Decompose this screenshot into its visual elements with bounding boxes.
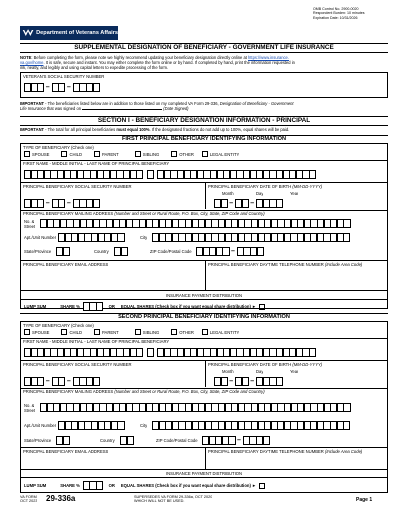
second-year-label: Year [290,369,299,374]
first-type-options [24,151,239,157]
second-sibling-checkbox[interactable] [135,329,141,335]
second-spouse-checkbox[interactable] [24,329,30,335]
form-title: SUPPLEMENTAL DESIGNATION OF BENEFICIARY - GOVERNMENT LIFE INSURANCE [20,43,388,53]
first-country-field[interactable] [114,247,127,256]
omb-control: OMB Control No. 2900-0020 [313,7,359,11]
second-phone-label-wrap [208,449,362,454]
second-spouse-label: SPOUSE [32,329,50,335]
second-ssn-field[interactable]: – – [24,377,99,386]
footer-form-number: 29-336a [46,494,76,503]
insurance-link-cont[interactable]: va.gov/home [20,60,44,65]
second-email-label: PRINCIPAL BENEFICIARY EMAIL ADDRESS [23,449,109,454]
first-legal-entity-label: LEGAL ENTITY [209,151,240,157]
first-ssn-field[interactable]: – – [24,199,99,208]
section-1-important-text: - The total for all principal beneficiaries [44,127,117,132]
date-signed-field[interactable] [82,109,162,110]
veteran-ssn-field[interactable]: – – [24,83,99,92]
second-ssn-label: PRINCIPAL BENEFICIARY SOCIAL SECURITY NUMBER [23,362,132,367]
second-distribution-row [24,481,267,490]
second-country-label: Country [100,438,115,443]
second-zip-label: ZIP Code/Postal Code [156,438,198,443]
note-text-2: . It is safe, secure and instant. You may either complete the form online or by hand. If completed by hand, print the information requested in [43,60,295,65]
first-other-checkbox[interactable] [171,151,177,157]
footer-supersedes: SUPERSEDES VA FORM 29-336a, OCT 2020 [134,495,213,499]
first-equal-shares-label: EQUAL SHARES (Check box if you want equal share distribution) ► [120,304,257,309]
note-text-1: : Before completing the form, please note we highly recommend updating your beneficiary designation directly online at [31,55,249,60]
second-email-field[interactable] [24,456,200,468]
first-share-label: SHARE % [60,304,80,309]
first-email-field[interactable] [24,270,200,286]
footer-supersedes-block [134,495,212,504]
first-zip-field[interactable]: – [196,247,263,256]
first-state-field[interactable] [56,247,69,256]
first-spouse-label: SPOUSE [32,151,50,157]
first-city-field[interactable] [152,233,350,242]
first-name-field[interactable] [24,170,316,179]
second-legal-entity-label: LEGAL ENTITY [209,329,240,335]
section-1-important-rest: . If the designated fractions do not add up to 100%, equal shares will be paid. [149,127,290,132]
second-name-label: FIRST NAME - MIDDLE INITIAL - LAST NAME OF PRINCIPAL BENEFICIARY [23,339,170,344]
veteran-ssn-label: VETERAN'S SOCIAL SECURITY NUMBER [23,74,105,79]
section-1-important [20,127,289,132]
second-country-field[interactable] [120,436,133,445]
first-address-hint: (Number and Street or Rural Route, P.O. Box, City, State, ZIP Code and Country) [114,211,265,216]
agency-name: Department of Veterans Affairs [36,30,118,36]
footer-not-used: WHICH WILL NOT BE USED. [134,499,185,504]
important-form-name: Designation of Beneficiary - Government [219,101,294,106]
second-phone-label: PRINCIPAL BENEFICIARY DAYTIME TELEPHONE NUMBER [208,449,324,454]
second-parent-label: PARENT [102,329,119,335]
first-dob-label: PRINCIPAL BENEFICIARY DATE OF BIRTH [208,184,292,189]
second-parent-checkbox[interactable] [94,329,100,335]
first-spouse-checkbox[interactable] [24,151,30,157]
first-phone-hint: (Include Area Code) [324,262,363,267]
important-signed-on: that was signed on [45,106,81,111]
second-street-field[interactable] [40,403,350,412]
second-distribution-label: INSURANCE PAYMENT DISTRIBUTION [165,471,243,476]
note-block [20,55,388,70]
first-parent-checkbox[interactable] [94,151,100,157]
second-equal-shares-checkbox[interactable] [259,483,265,489]
second-legal-entity-checkbox[interactable] [202,329,208,335]
second-street-label-2: Street [24,408,36,413]
second-child-label: CHILD [69,329,83,335]
second-dob-format: (MM-DD-YYYY) [292,362,323,367]
first-child-label: CHILD [69,151,83,157]
second-dob-label-wrap [208,362,322,367]
first-lump-sum-label: LUMP SUM [24,304,47,309]
first-country-label: Country [94,249,109,254]
first-distribution-row [24,302,267,311]
respondent-burden: Respondent Burden: 10 minutes [313,11,365,16]
first-email-label: PRINCIPAL BENEFICIARY EMAIL ADDRESS [23,262,109,267]
footer-form-label: VA FORM [20,495,37,499]
first-address-label: PRINCIPAL BENEFICIARY MAILING ADDRESS [23,211,114,216]
second-zip-field[interactable]: – [202,436,269,445]
first-other-label: OTHER [179,151,194,157]
first-dob-label-wrap [208,184,322,189]
footer-form-id [20,495,37,504]
second-lump-sum-label: LUMP SUM [24,483,47,488]
second-apt-label: Apt./Unit Number [24,423,57,428]
first-phone-label: PRINCIPAL BENEFICIARY DAYTIME TELEPHONE NUMBER [208,262,324,267]
second-day-label: Day [256,369,264,374]
second-phone-hint: (Include Area Code) [324,449,363,454]
first-address-label-wrap [23,211,265,216]
section-1-important-label: IMPORTANT [20,127,45,132]
first-apt-label: Apt./Unit Number [24,235,57,240]
first-apt-field[interactable] [58,233,124,242]
first-sibling-checkbox[interactable] [135,151,141,157]
first-name-label: FIRST NAME - MIDDLE INITIAL - LAST NAME OF PRINCIPAL BENEFICIARY [23,161,170,166]
second-dob-label: PRINCIPAL BENEFICIARY DATE OF BIRTH [208,362,292,367]
first-type-label: TYPE OF BENEFICIARY (Check one) [23,145,94,150]
first-dob-field[interactable]: – – [214,199,283,208]
insurance-link[interactable]: https://www.insurance. [248,55,289,60]
second-state-field[interactable] [56,436,69,445]
note-text-3: ink, neatly, and legibly and using capital letters to expedite processing of the form. [20,65,169,70]
first-legal-entity-checkbox[interactable] [202,151,208,157]
second-phone-field[interactable] [210,456,384,468]
must-equal-text: must equal 100% [116,127,150,132]
important-label: IMPORTANT [20,101,45,106]
first-month-label: Month [222,191,234,196]
second-type-options [24,329,239,335]
first-city-label: City [140,235,148,240]
first-state-label: State/Province [24,249,52,254]
second-beneficiary-title: SECOND PRINCIPAL BENEFICIARY IDENTIFYING INFORMATION [20,313,388,322]
first-street-label: No. & [24,219,35,224]
expiration-date: Expiration Date: 10/31/2026 [313,15,358,20]
first-equal-shares-checkbox[interactable] [259,304,265,310]
second-month-label: Month [222,369,234,374]
second-sibling-label: SIBLING [142,329,160,335]
first-sibling-label: SIBLING [142,151,160,157]
important-text: - The beneficiaries listed below are in addition to those listed on my completed VA Form 29-336, [44,101,220,106]
date-signed-hint: (Date Signed) [163,106,189,111]
second-share-label: SHARE % [60,483,80,488]
first-child-checkbox[interactable] [61,151,67,157]
second-or-label: OR [108,483,115,488]
first-parent-label: PARENT [102,151,119,157]
second-address-label-wrap [23,389,265,394]
second-dob-field[interactable]: – – [214,377,283,386]
va-logo-banner [20,26,118,40]
second-street-label: No. & [24,403,35,408]
second-address-hint: (Number and Street or Rural Route, P.O. Box, City, State, ZIP Code and Country) [114,389,265,394]
second-city-label: City [140,423,148,428]
footer-page-number: Page 1 [356,497,373,503]
second-equal-shares-label: EQUAL SHARES (Check box if you want equal share distribution) ► [120,483,257,488]
first-beneficiary-title: FIRST PRINCIPAL BENEFICIARY IDENTIFYING INFORMATION [20,135,388,144]
second-other-checkbox[interactable] [171,329,177,335]
first-ssn-label: PRINCIPAL BENEFICIARY SOCIAL SECURITY NUMBER [23,184,132,189]
first-distribution-label: INSURANCE PAYMENT DISTRIBUTION [165,293,243,298]
first-zip-label: ZIP Code/Postal Code [150,249,192,254]
first-phone-field[interactable] [210,270,384,286]
first-street-label-2: Street [24,224,36,229]
second-address-label: PRINCIPAL BENEFICIARY MAILING ADDRESS [23,389,114,394]
second-name-field[interactable] [24,348,316,357]
second-child-checkbox[interactable] [61,329,67,335]
second-type-label: TYPE OF BENEFICIARY (Check one) [23,323,94,328]
first-phone-label-wrap [208,262,362,267]
second-other-label: OTHER [179,329,194,335]
first-or-label: OR [108,304,115,309]
first-day-label: Day [256,191,264,196]
first-dob-format: (MM-DD-YYYY) [292,184,323,189]
footer-form-date: OCT 2023 [20,499,38,504]
first-street-field[interactable] [40,219,350,228]
second-city-field[interactable] [152,421,350,430]
important-form-name-cont: Life Insurance [20,106,46,111]
va-seal-icon [22,28,34,38]
section-1-title: SECTION I - BENEFICIARY DESIGNATION INFORMATION - PRINCIPAL [20,116,388,126]
second-apt-field[interactable] [58,421,124,430]
second-state-label: State/Province [24,438,52,443]
important-note-1 [20,101,388,111]
omb-info [313,7,365,20]
note-label: NOTE [20,55,32,60]
first-year-label: Year [290,191,299,196]
